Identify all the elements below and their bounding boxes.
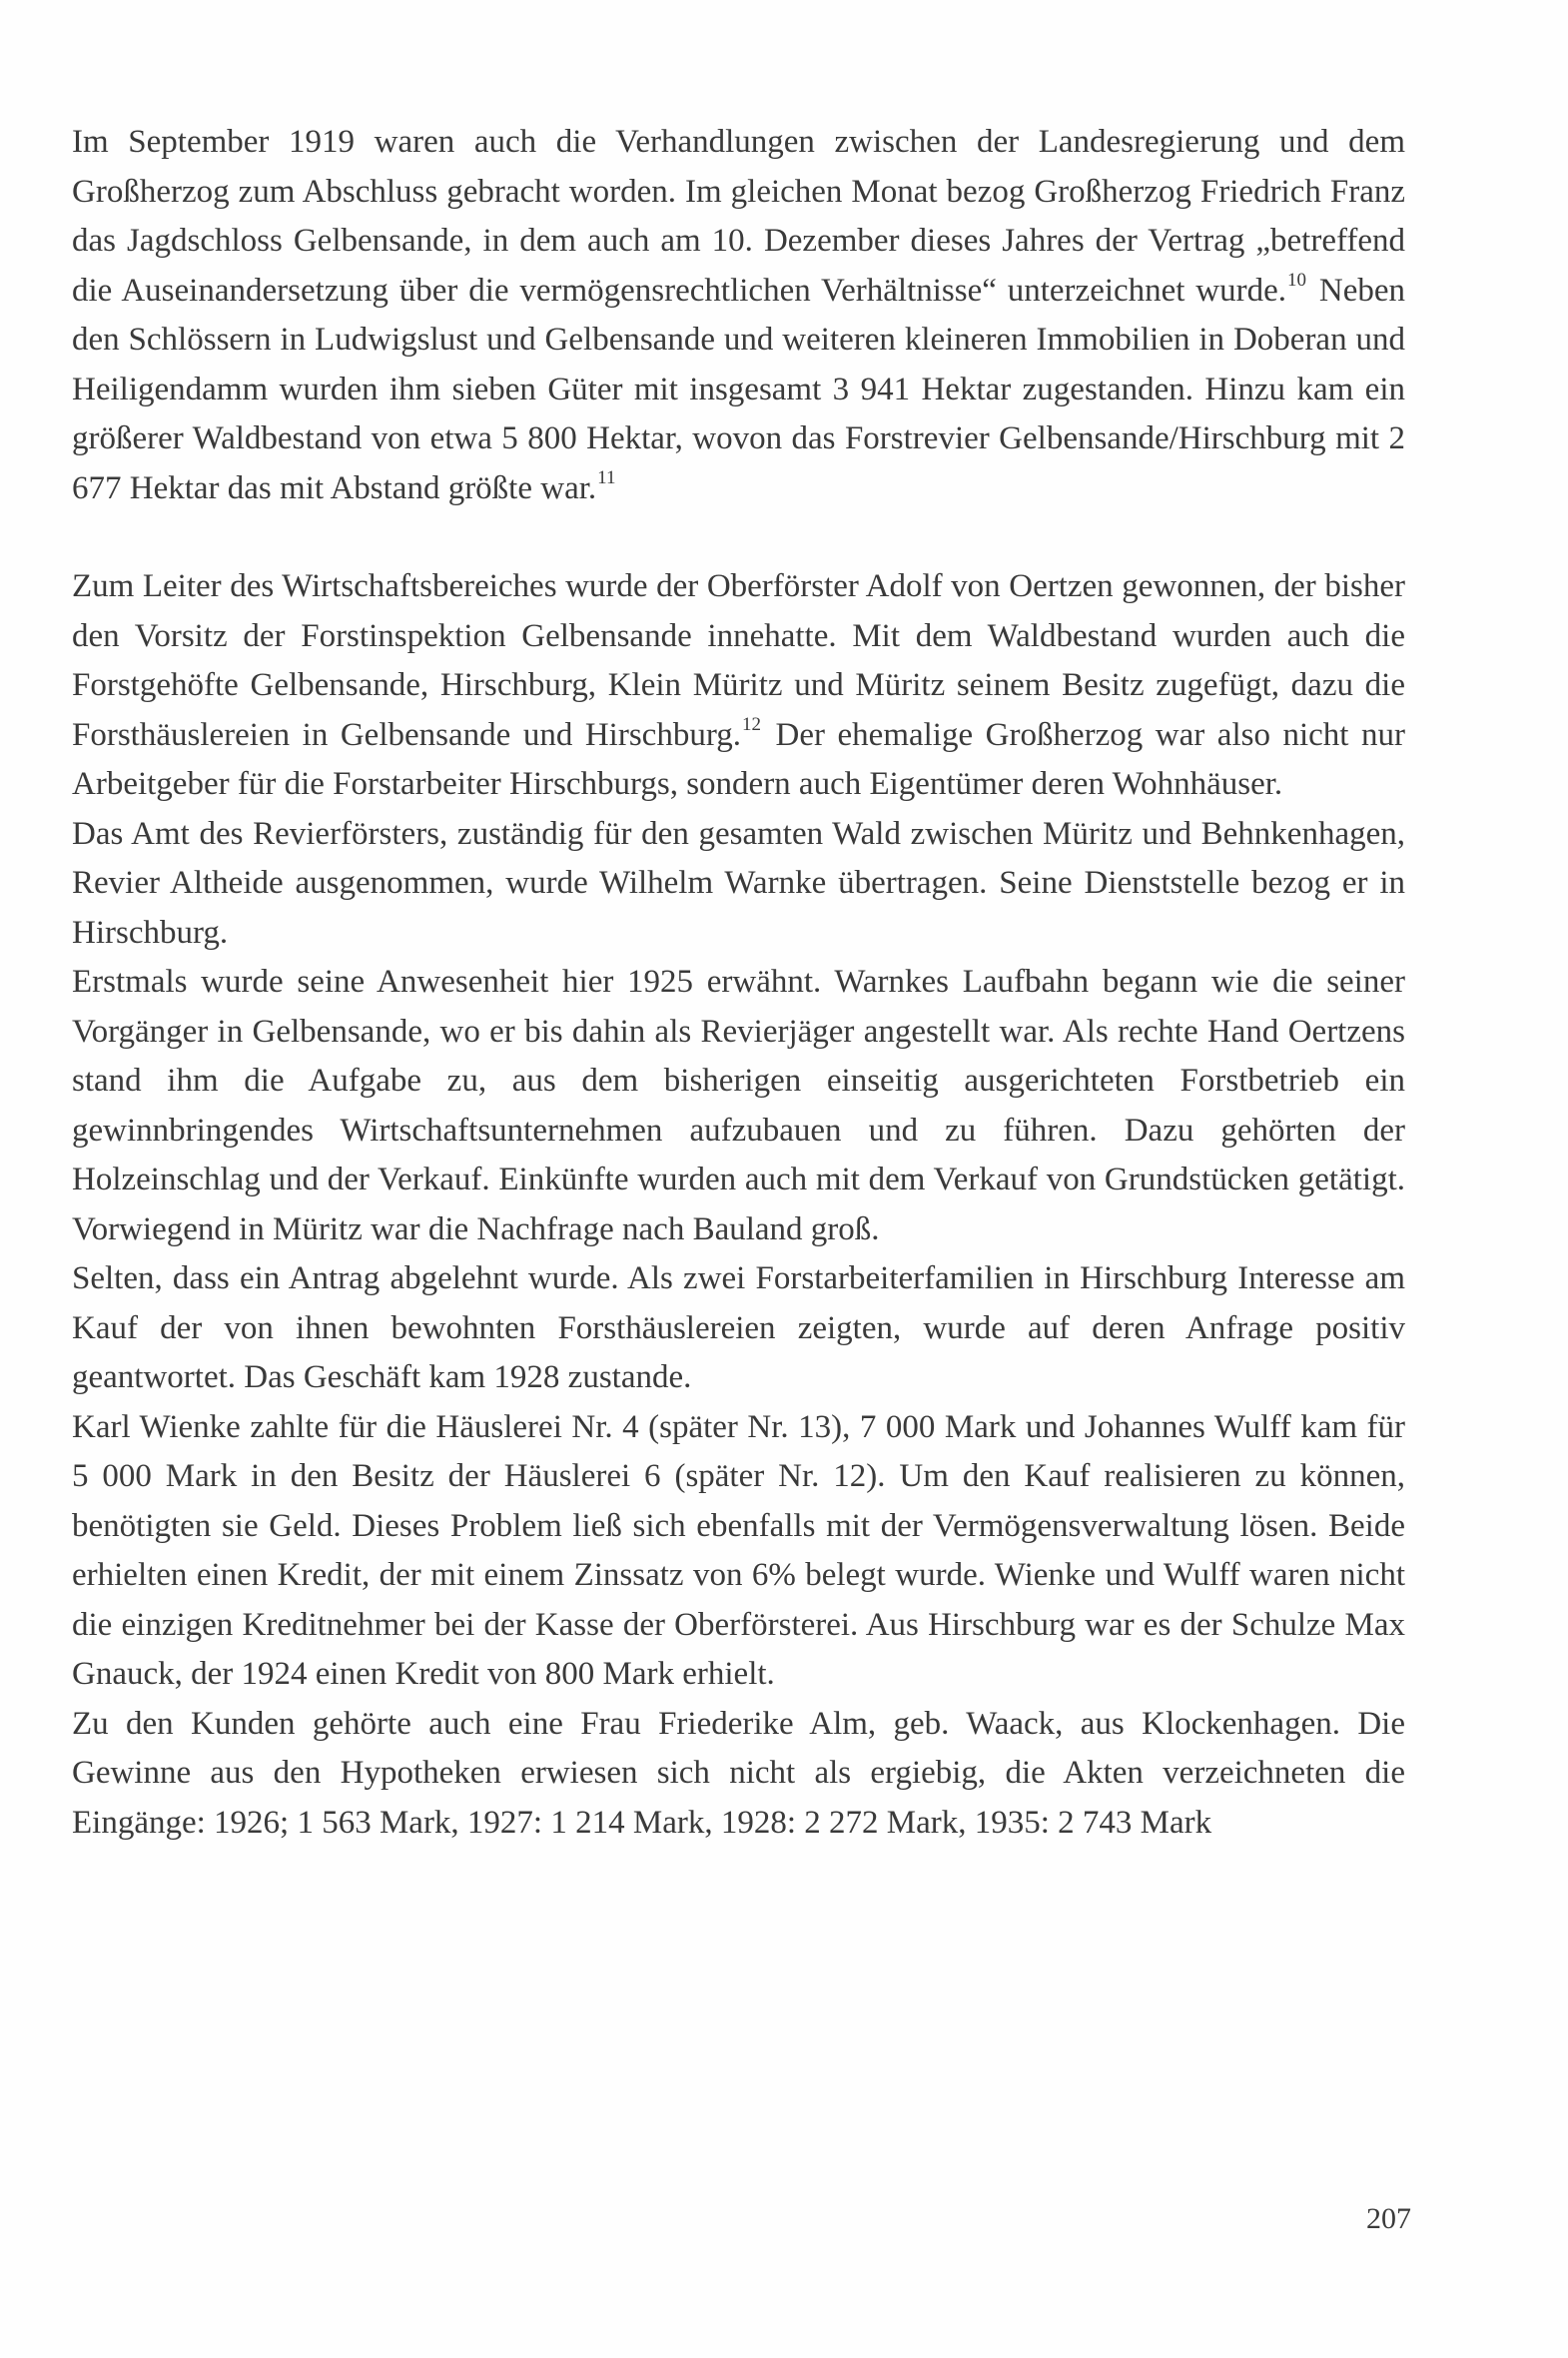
paragraph <box>72 118 1405 513</box>
footnote-marker: 12 <box>741 714 761 736</box>
footnote-marker: 11 <box>597 467 616 489</box>
paragraph <box>72 810 1405 959</box>
paragraph <box>72 1403 1405 1700</box>
paragraph <box>72 1700 1405 1849</box>
body-text <box>72 118 1405 1848</box>
text-run: Selten, dass ein Antrag abgelehnt wurde. Als zwei Forstarbeiterfamilien in Hirschburg Interesse am Kauf der von ihnen bewohnten Forsthäuslereien zeigten, wurde auf deren Anfrage positiv geantwortet. Das Geschäft kam 1928 zustande. <box>72 1260 1405 1395</box>
footnote-marker: 10 <box>1287 270 1307 292</box>
text-run: Zu den Kunden gehörte auch eine Frau Friederike Alm, geb. Waack, aus Klockenhagen. Die Gewinne aus den Hypotheken erwiesen sich nicht als ergiebig, die Akten verzeichneten die Eingänge: 1926; 1 563 Mark, 1927: 1 214 Mark, 1928: 2 272 Mark, 1935: 2 743 Mark <box>72 1705 1405 1841</box>
text-run: Zum Leiter des Wirtschaftsbereiches wurde der Oberförster Adolf von Oertzen gewonnen, der bisher den Vorsitz der Forstinspektion Gelbensande innehatte. Mit dem Waldbestand wurden auch die Forstgehöfte Gelbensande, Hirschburg, Klein Müritz und Müritz seinem Besitz zugefügt, dazu die Forsthäuslereien in Gelbensande und Hirschburg. <box>72 568 1405 753</box>
page-number: 207 <box>1366 2202 1411 2235</box>
text-run: Das Amt des Revierförsters, zuständig für den gesamten Wald zwischen Müritz und Behnkenhagen, Revier Altheide ausgenommen, wurde Wilhelm Warnke übertragen. Seine Dienststelle bezog er in Hirschburg. <box>72 815 1405 951</box>
text-run: Der ehemalige Großherzog war also nicht nur Arbeitgeber für die Forstarbeiter Hirschburgs, sondern auch Eigentümer deren Wohnhäuser. <box>72 716 1405 802</box>
text-run: Erstmals wurde seine Anwesenheit hier 1925 erwähnt. Warnkes Laufbahn begann wie die seiner Vorgänger in Gelbensande, wo er bis dahin als Revierjäger angestellt war. Als rechte Hand Oertzens stand ihm die Aufgabe zu, aus dem bisherigen einseitig ausgerichteten Forstbetrieb ein gewinnbringendes Wirtschaftsunternehmen aufzubauen und zu führen. Dazu gehörten der Holzeinschlag und der Verkauf. Einkünfte wurden auch mit dem Verkauf von Grundstücken getätigt. Vorwiegend in Müritz war die Nachfrage nach Bauland groß. <box>72 964 1405 1247</box>
paragraph <box>72 562 1405 810</box>
text-run: Karl Wienke zahlte für die Häuslerei Nr. 4 (später Nr. 13), 7 000 Mark und Johannes Wulff kam für 5 000 Mark in den Besitz der Häuslerei 6 (später Nr. 12). Um den Kauf realisieren zu können, benötigten sie Geld. Dieses Problem ließ sich ebenfalls mit der Vermögensverwaltung lösen. Beide erhielten einen Kredit, der mit einem Zinssatz von 6% belegt wurde. Wienke und Wulff waren nicht die einzigen Kreditnehmer bei der Kasse der Oberförsterei. Aus Hirschburg war es der Schulze Max Gnauck, der 1924 einen Kredit von 800 Mark erhielt. <box>72 1408 1405 1692</box>
text-run: Neben den Schlössern in Ludwigslust und Gelbensande und weiteren kleineren Immobilien in Doberan und Heiligendamm wurden ihm sieben Güter mit insgesamt 3 941 Hektar zugestanden. Hinzu kam ein größerer Waldbestand von etwa 5 800 Hektar, wovon das Forstrevier Gelbensande/Hirschburg mit 2 677 Hektar das mit Abstand größte war. <box>72 272 1405 506</box>
paragraph <box>72 1254 1405 1403</box>
text-run: Im September 1919 waren auch die Verhandlungen zwischen der Landesregierung und dem Großherzog zum Abschluss gebracht worden. Im gleichen Monat bezog Großherzog Friedrich Franz das Jagdschloss Gelbensande, in dem auch am 10. Dezember dieses Jahres der Vertrag „betreffend die Auseinandersetzung über die vermögensrechtlichen Verhältnisse“ unterzeichnet wurde. <box>72 124 1405 309</box>
paragraph <box>72 958 1405 1254</box>
